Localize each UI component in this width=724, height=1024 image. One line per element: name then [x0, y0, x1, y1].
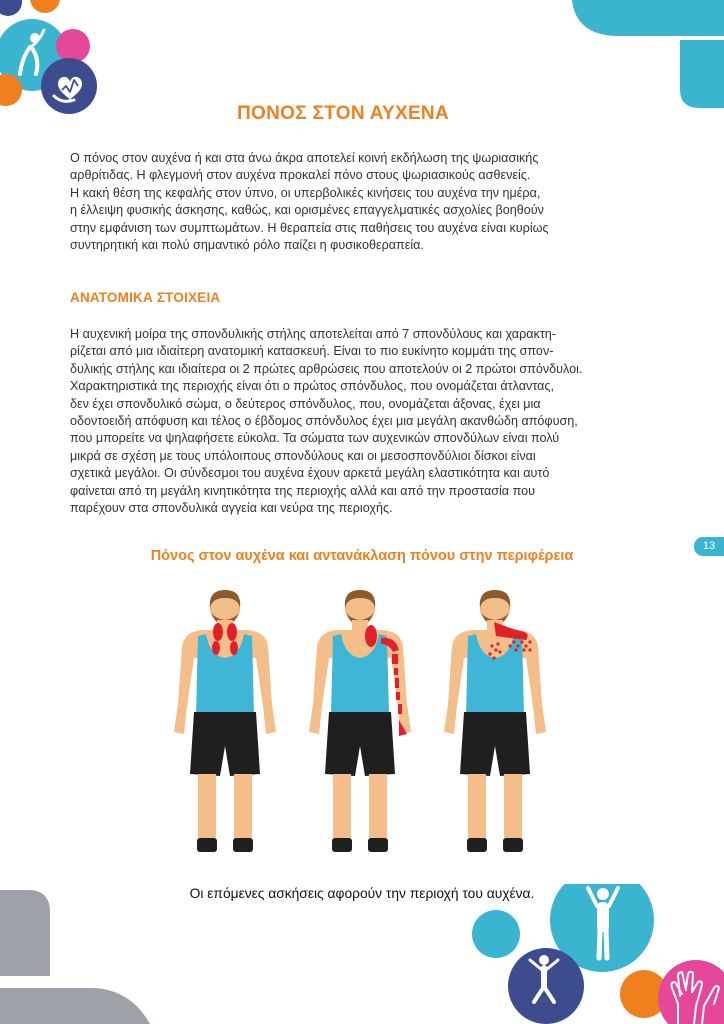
text-line: αρθρίτιδας. Η φλεγμονή στον αυχένα προκαλεί πόνο στους ψωριασικούς ασθενείς. [70, 168, 531, 183]
text-line: Ο πόνος στον αυχένα ή και στα άνω άκρα αποτελεί κοινή εκδήλωση της ψωριασικής [70, 151, 539, 165]
text-line: συντηρητική και πολύ σημαντικό ρόλο παίζει η φυσικοθεραπεία. [70, 238, 424, 253]
intro-paragraph [70, 150, 660, 254]
anatomy-paragraph [70, 326, 660, 517]
figure-shoulder-referred-pain [444, 590, 546, 852]
text-line: Χαρακτηριστικά της περιοχής είναι ότι ο πρώτος σπόνδυλος, που ονομάζεται άτλαντας, [70, 379, 554, 394]
figure-arm-referred-pain [309, 590, 411, 852]
text-line: παρέχουν στα σπονδυλικά αγγεία και νεύρα της περιοχής. [70, 501, 393, 516]
text-line: Η κακή θέση της κεφαλής στον ύπνο, οι υπερβολικές κινήσεις του αυχένα την ημέρα, [70, 185, 541, 200]
text-line: δυλικής στήλης και ιδιαίτερα οι 2 πρώτες αρθρώσεις που αποτελούν οι 2 πρώτοι σπόνδυλοι. [70, 361, 583, 376]
text-line: δεν έχει σπονδυλικό σώμα, ο δεύτερος σπόνδυλος, που, ονομάζεται άξονας, έχει μια [70, 396, 541, 411]
text-line: που μπορείτε να ψηλαφήσετε εύκολα. Τα σώματα των αυχενικών σπονδύλων είναι πολύ [70, 431, 560, 446]
text-line: Η αυχενική μοίρα της σπονδυλικής στήλης αποτελείται από 7 σπονδύλους και χαρακτη- [70, 327, 556, 341]
page-number: 13 [694, 537, 724, 556]
text-line: η έλλειψη φυσικής άσκησης, καθώς, και ορισμένες επαγγελματικές ασχολίες βοηθούν [70, 203, 544, 218]
section-heading: ΑΝΑΤΟΜΙΚΑ ΣΤΟΙΧΕΙΑ [70, 290, 221, 305]
figure-caption: Οι επόμενες ασκήσεις αφορούν την περιοχή του αυχένα. [189, 886, 535, 901]
text-line: οδοντοειδή απόφυση και τέλος ο έβδομος σπόνδυλος έχει μια μεγάλη ακανθώδη απόφυση, [70, 414, 578, 429]
decor-top-right [564, 0, 724, 110]
text-line: ρίζεται από μια ιδιαίτερη ανατομική κατασκευή. Είναι το πιο ευκίνητο κομμάτι της σπον- [70, 344, 554, 359]
text-line: στην εμφάνιση των συμπτωμάτων. Η θεραπεία στις παθήσεις του αυχένα είναι κυρίως [70, 220, 549, 235]
decor-bottom-left [0, 884, 160, 1024]
text-line: μικρά σε σχέση με τους υπόλοιπους σπονδύλους και οι μεσοσπονδύλιοι δίσκοι είναι [70, 448, 536, 463]
decor-top-left [0, 0, 110, 115]
page-title: ΠΟΝΟΣ ΣΤΟΝ ΑΥΧΕΝΑ [237, 103, 449, 124]
neck-pain-illustration [160, 580, 560, 860]
text-line: φαίνεται από τη μεγάλη κινητικότητα της περιοχής αλλά και από την προστασία που [70, 483, 535, 498]
text-line: σχετικά μεγάλοι. Οι σύνδεσμοι του αυχένα έχουν αρκετά μεγάλη ελαστικότητα και αυτό [70, 466, 550, 481]
figure-title: Πόνος στον αυχένα και αντανάκλαση πόνου στην περιφέρεια [150, 548, 574, 564]
decor-bottom-right [464, 884, 724, 1024]
figure-neck-pain [174, 590, 276, 852]
